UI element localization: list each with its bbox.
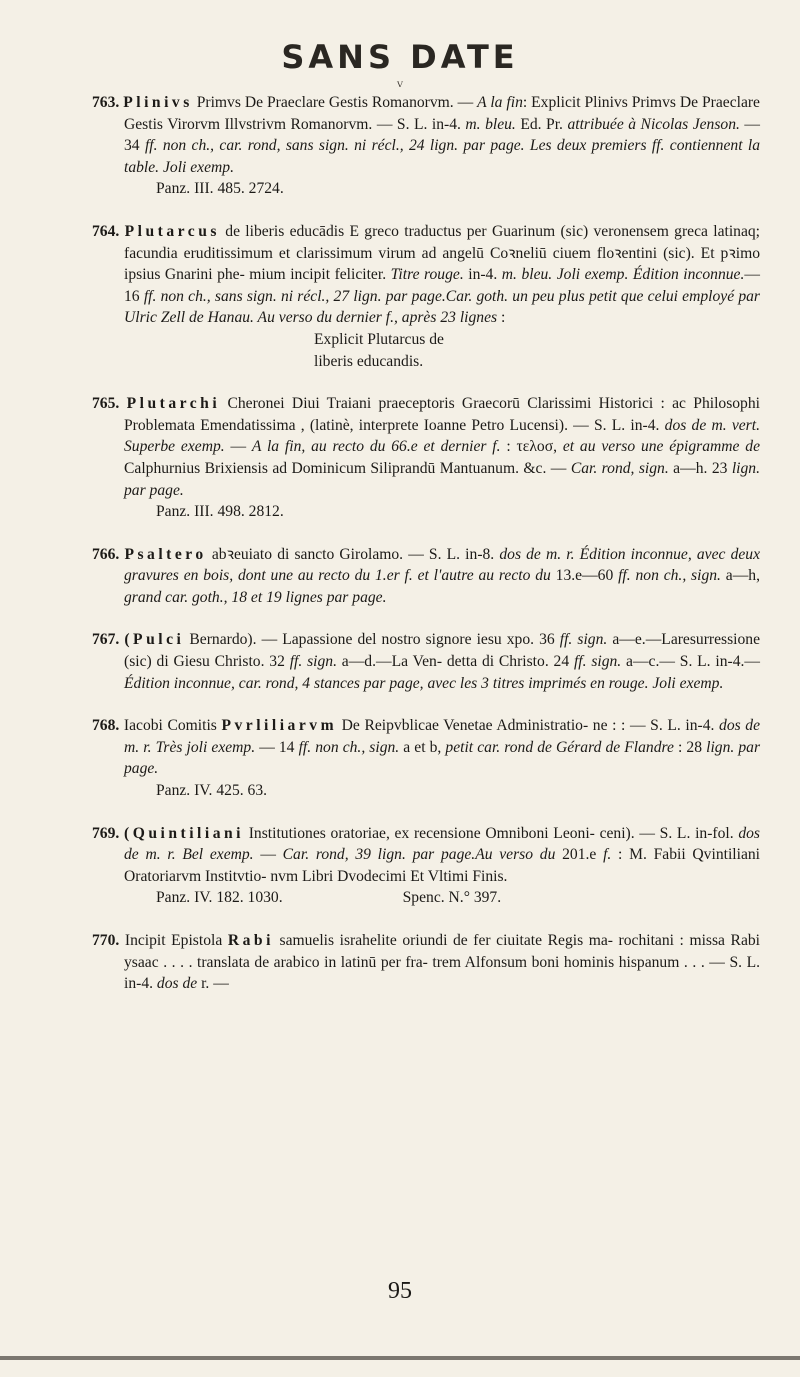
entry-italic: Édition inconnue, car. rond, 4 stances par page, avec les 3 titres imprimés en rouge. Joli exemp.: [124, 674, 724, 692]
entry-number: 766.: [92, 545, 120, 563]
entry-italic: ff. sign.: [573, 653, 622, 671]
entry-heading: Psaltero: [124, 545, 207, 563]
entry-text: a—h. 23: [668, 459, 732, 477]
entry-heading: Pvrliliarvm: [221, 717, 338, 735]
entry-text: Bernardo). — Lapassione del nostro signore iesu xpo. 36: [184, 631, 560, 649]
entry-number: 770.: [92, 932, 120, 949]
entry-italic: petit car. rond de Gérard de Flandre: [445, 738, 674, 756]
entry-text: Ed. Pr.: [515, 115, 568, 133]
entry-766: [92, 544, 760, 609]
entry-text: Cheronei Diui Traiani praeceptoris Graecorū Clarissimi Historici : ac Philosophi Problemata Emendatissima , (latinè, interprete Ioanne Petro Lucensi). — S. L. in-4.: [124, 395, 760, 434]
entry-text: Incipit Epistola: [124, 932, 228, 949]
entry-heading: Rabi: [227, 932, 274, 949]
entry-text: a—h,: [720, 567, 760, 585]
entry-heading: Plutarchi: [126, 395, 221, 413]
entry-italic: ff. non ch., car. rond, sans sign. ni récl., 24 lign. par page. Les deux premiers ff. contiennent la table. Joli exemp.: [124, 137, 760, 176]
entry-767: [92, 629, 760, 694]
explicit-line-2: liberis educandis.: [314, 352, 424, 370]
entry-text: abꝛeuiato di sancto Girolamo. — S. L. in-8.: [206, 545, 500, 563]
bottom-rule: [0, 1356, 800, 1360]
entry-text: Iacobi Comitis: [123, 717, 222, 735]
entry-italic: lign. par page.: [124, 738, 761, 778]
entry-italic: ff. sign.: [559, 631, 608, 649]
entry-763: [92, 92, 760, 200]
entry-italic: A la fin, au recto du 66.e et dernier f.: [251, 438, 501, 456]
entry-768: [92, 715, 760, 801]
panzer-reference: Panz. III. 498. 2812.: [156, 503, 284, 521]
entry-number: 768.: [92, 717, 120, 735]
entry-text: —: [224, 438, 252, 456]
ornament-mark: ⱽ: [397, 80, 403, 95]
entry-italic: dos de: [156, 975, 198, 993]
entry-text: : τελοσ,: [500, 438, 563, 456]
entry-italic: Car. rond, 39 lign. par page.Au verso du: [282, 846, 556, 864]
spencer-reference: Spenc. N.° 397.: [402, 889, 502, 907]
entry-770: [92, 930, 760, 995]
entry-heading: (Quintiliani: [124, 824, 245, 842]
entry-heading: Plinivs: [123, 94, 193, 111]
entry-italic: dos de m. r. Très joli exemp.: [124, 717, 761, 756]
panzer-text: Panz. IV. 182. 1030.: [156, 889, 283, 907]
entry-italic: A la fin: [477, 94, 523, 111]
entry-text: —16: [124, 266, 760, 305]
entry-number: 765.: [92, 395, 120, 413]
entry-text: a—e.—Laresurressione (sic) di Giesu Christo. 32: [124, 631, 761, 671]
entry-number: 767.: [92, 631, 120, 649]
page-heading: SANS DATE: [281, 38, 519, 76]
entry-italic: dos de m. r. Édition inconnue, avec deux gravures en bois, dont une au recto du 1.er f. et l'autre au recto du: [124, 545, 760, 585]
entry-765: [92, 393, 760, 523]
entry-heading: Plutarcus: [124, 222, 220, 240]
entry-number: 769.: [92, 824, 120, 842]
entry-italic: dos de m. r. Bel exemp.: [124, 824, 760, 864]
entry-heading: (Pulci: [124, 631, 185, 649]
entry-italic: f.: [603, 846, 612, 864]
entry-text: a et b,: [399, 738, 446, 756]
panzer-reference: Panz. III. 485. 2724.: [156, 180, 284, 198]
entry-list: [92, 92, 760, 1016]
entry-764: [92, 221, 760, 372]
entry-italic: attribuée à Nicolas Jenson.: [567, 115, 740, 133]
entry-italic: grand car. goth., 18 et 19 lignes par page.: [124, 588, 387, 606]
entry-text: de liberis educādis E greco traductus per Guarinum (sic) veronensem greca latinaq; facundia eruditissimum et clarissimum virum ad angelū Coꝛneliū ciuem floꝛentini (sic). Et pꝛimo ipsius Gnarini phe- mium incipit feliciter.: [124, 222, 760, 284]
entry-text: r. —: [197, 975, 229, 993]
entry-text: : Explicit Plinivs Primvs De Praeclare Gestis Virorvm Illvstrivm Romanorvm. — S. L. in-4.: [124, 94, 760, 133]
entry-number: 763.: [92, 94, 120, 111]
entry-text: a—d.—La Ven- detta di Christo. 24: [336, 653, 574, 671]
entry-number: 764.: [92, 222, 120, 240]
entry-text: — 14: [255, 738, 299, 756]
entry-text: a—c.— S. L. in-4.—: [621, 653, 761, 671]
entry-text: : M. Fabii Qvintiliani Oratoriarvm Institvtio- nvm Libri Dvodecimi Et Vltimi Finis.: [124, 846, 760, 885]
entry-text: — 34: [124, 115, 760, 155]
entry-italic: Titre rouge.: [390, 266, 464, 284]
entry-text: Calphurnius Brixiensis ad Dominicum Siliprandū Mantuanum. &c. —: [124, 459, 571, 477]
panzer-reference: Panz. IV. 425. 63.: [156, 782, 268, 800]
entry-text: 13.e—60: [550, 567, 619, 585]
entry-italic: Car. rond, sign.: [570, 459, 669, 477]
entry-text: 201.e: [555, 846, 604, 864]
panzer-reference: [124, 887, 760, 909]
entry-text: in-4.: [463, 266, 502, 284]
page-number: 95: [388, 1278, 412, 1304]
entry-italic: m. bleu.: [465, 115, 516, 133]
entry-italic: m. bleu. Joli exemp. Édition inconnue.: [501, 266, 745, 284]
entry-italic: lign. par page.: [124, 459, 760, 499]
entry-italic: ff. sign.: [289, 653, 337, 671]
entry-769: [92, 823, 760, 909]
entry-italic: dos de m. vert. Superbe exemp.: [124, 416, 760, 456]
entry-italic: ff. non ch., sign.: [298, 738, 400, 756]
entry-text: Primvs De Praeclare Gestis Romanorvm. —: [192, 94, 478, 111]
entry-text: : 28: [673, 738, 707, 756]
entry-italic: ff. non ch., sign.: [618, 567, 721, 585]
entry-italic: et au verso une épigramme de: [562, 438, 760, 456]
entry-text: De Reipvblicae Venetae Administratio- ne : : — S. L. in-4.: [337, 717, 720, 735]
entry-text: —: [253, 846, 283, 864]
entry-text: samuelis israhelite oriundi de fer ciuitate Regis ma- rochitani : missa Rabi ysaac . . . . translata de arabico in latinū per fra- trem Alfonsum boni hominis hispanum . . . — S. L. in-4.: [124, 932, 760, 993]
entry-text: :: [497, 309, 506, 327]
explicit-line-1: Explicit Plutarcus de: [314, 330, 444, 348]
entry-text: Institutiones oratoriae, ex recensione Omniboni Leoni- ceni). — S. L. in-fol.: [244, 824, 739, 842]
entry-italic: ff. non ch., sans sign. ni récl., 27 lign. par page.Car. goth. un peu plus petit que celui employé par Ulric Zell de Hanau. Au verso du dernier f., après 23 lignes: [124, 287, 760, 327]
